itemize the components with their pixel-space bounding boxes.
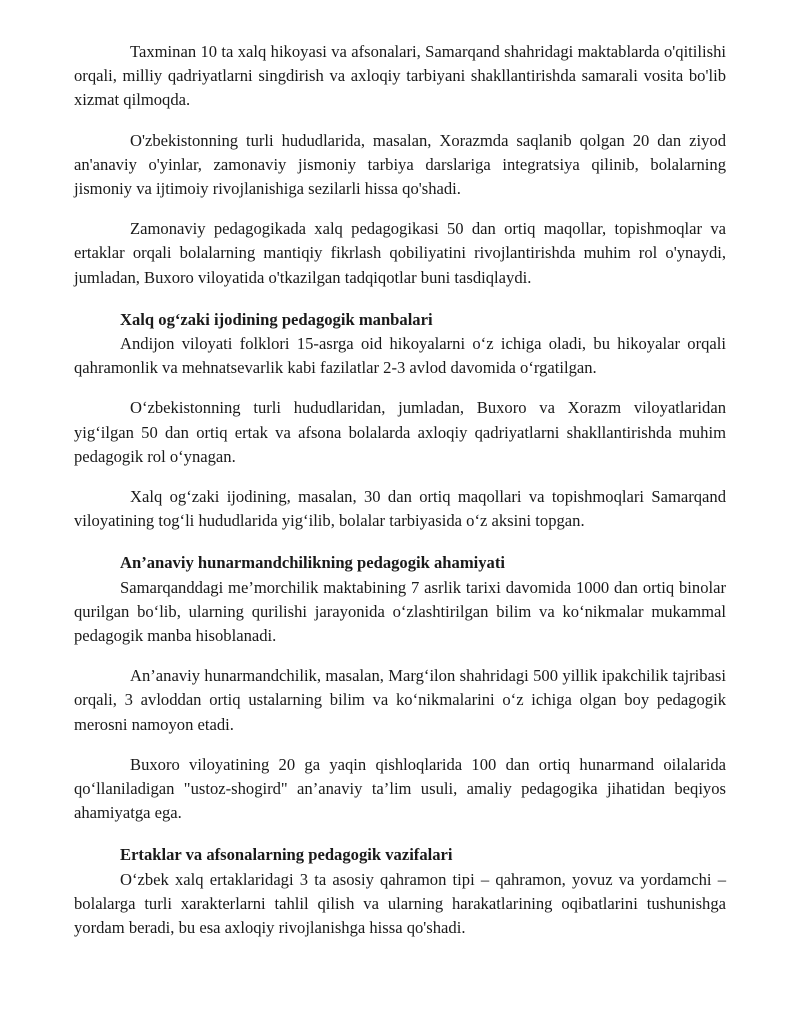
section-heading-folklore: Xalq og‘zaki ijodining pedagogik manbalari xyxy=(120,309,433,329)
folklore-paragraph-3: Xalq og‘zaki ijodining, masalan, 30 dan ortiq maqollari va topishmoqlari Samarqand viloyatining tog‘li hududlarida yig‘ilib, bolalar tarbiyasida o‘z aksini topgan. xyxy=(74,487,726,531)
section-heading-tales: Ertaklar va afsonalarning pedagogik vazifalari xyxy=(120,845,453,865)
section-heading-crafts: An’anaviy hunarmandchilikning pedagogik ahamiyati xyxy=(120,553,505,573)
document-page xyxy=(74,40,726,940)
intro-paragraph-3: Zamonaviy pedagogikada xalq pedagogikasi 50 dan ortiq maqollar, topishmoqlar va ertaklar orqali bolalarning mantiqiy fikrlash qobiliyatini rivojlantirishda muhim rol o'ynaydi, jumladan, Buxoro viloyatida o'tkazilgan tadqiqotlar buni tasdiqlaydi. xyxy=(74,219,726,287)
folklore-paragraph-1: Andijon viloyati folklori 15-asrga oid hikoyalarni o‘z ichiga oladi, bu hikoyalar orqali qahramonlik va mehnatsevarlik kabi fazilatlar 2-3 avlod davomida o‘rgatilgan. xyxy=(74,334,726,378)
crafts-paragraph-1: Samarqanddagi me’morchilik maktabining 7 asrlik tarixi davomida 1000 dan ortiq binolar qurilgan bo‘lib, ularning qurilishi jarayonida o‘zlashtirilgan bilim va ko‘nikmalar mukammal pedagogik manba hisoblanadi. xyxy=(74,577,726,646)
intro-paragraph-1: Taxminan 10 ta xalq hikoyasi va afsonalari, Samarqand shahridagi maktablarda o'qitilishi orqali, milliy qadriyatlarni singdirish va axloqiy tarbiyani shakllantirishda samarali vosita bo'lib xizmat qilmoqda. xyxy=(74,42,726,110)
folklore-paragraph-2: O‘zbekistonning turli hududlaridan, jumladan, Buxoro va Xorazm viloyatlaridan yig‘ilgan 50 dan ortiq ertak va afsona bolalarda axloqiy qadriyatlarni shakllantirishda muhim pedagogik rol o‘ynagan. xyxy=(74,398,726,466)
crafts-paragraph-3: Buxoro viloyatining 20 ga yaqin qishloqlarida 100 dan ortiq hunarmand oilalarida qo‘llaniladigan "ustoz-shogird" an’anaviy ta’lim usuli, amaliy pedagogika jihatidan beqiyos ahamiyatga ega. xyxy=(74,754,726,823)
crafts-paragraph-2: An’anaviy hunarmandchilik, masalan, Marg‘ilon shahridagi 500 yillik ipakchilik tajribasi orqali, 3 avloddan ortiq ustalarning bilim va ko‘nikmalarini o‘z ichiga olgan boy pedagogik merosni namoyon etadi. xyxy=(74,666,726,734)
intro-paragraph-2: O'zbekistonning turli hududlarida, masalan, Xorazmda saqlanib qolgan 20 dan ziyod an'anaviy o'yinlar, zamonaviy jismoniy tarbiya darslariga integratsiya qilinib, bolalarning jismoniy va ijtimoiy rivojlanishiga sezilarli hissa qo'shadi. xyxy=(74,130,726,199)
tales-paragraph-1: O‘zbek xalq ertaklaridagi 3 ta asosiy qahramon tipi – qahramon, yovuz va yordamchi – bolalarga turli xarakterlarni tahlil qilish va ularning harakatlarining oqibatlarini tushunishga yordam beradi, bu esa axloqiy rivojlanishga hissa qo'shadi. xyxy=(74,869,726,938)
